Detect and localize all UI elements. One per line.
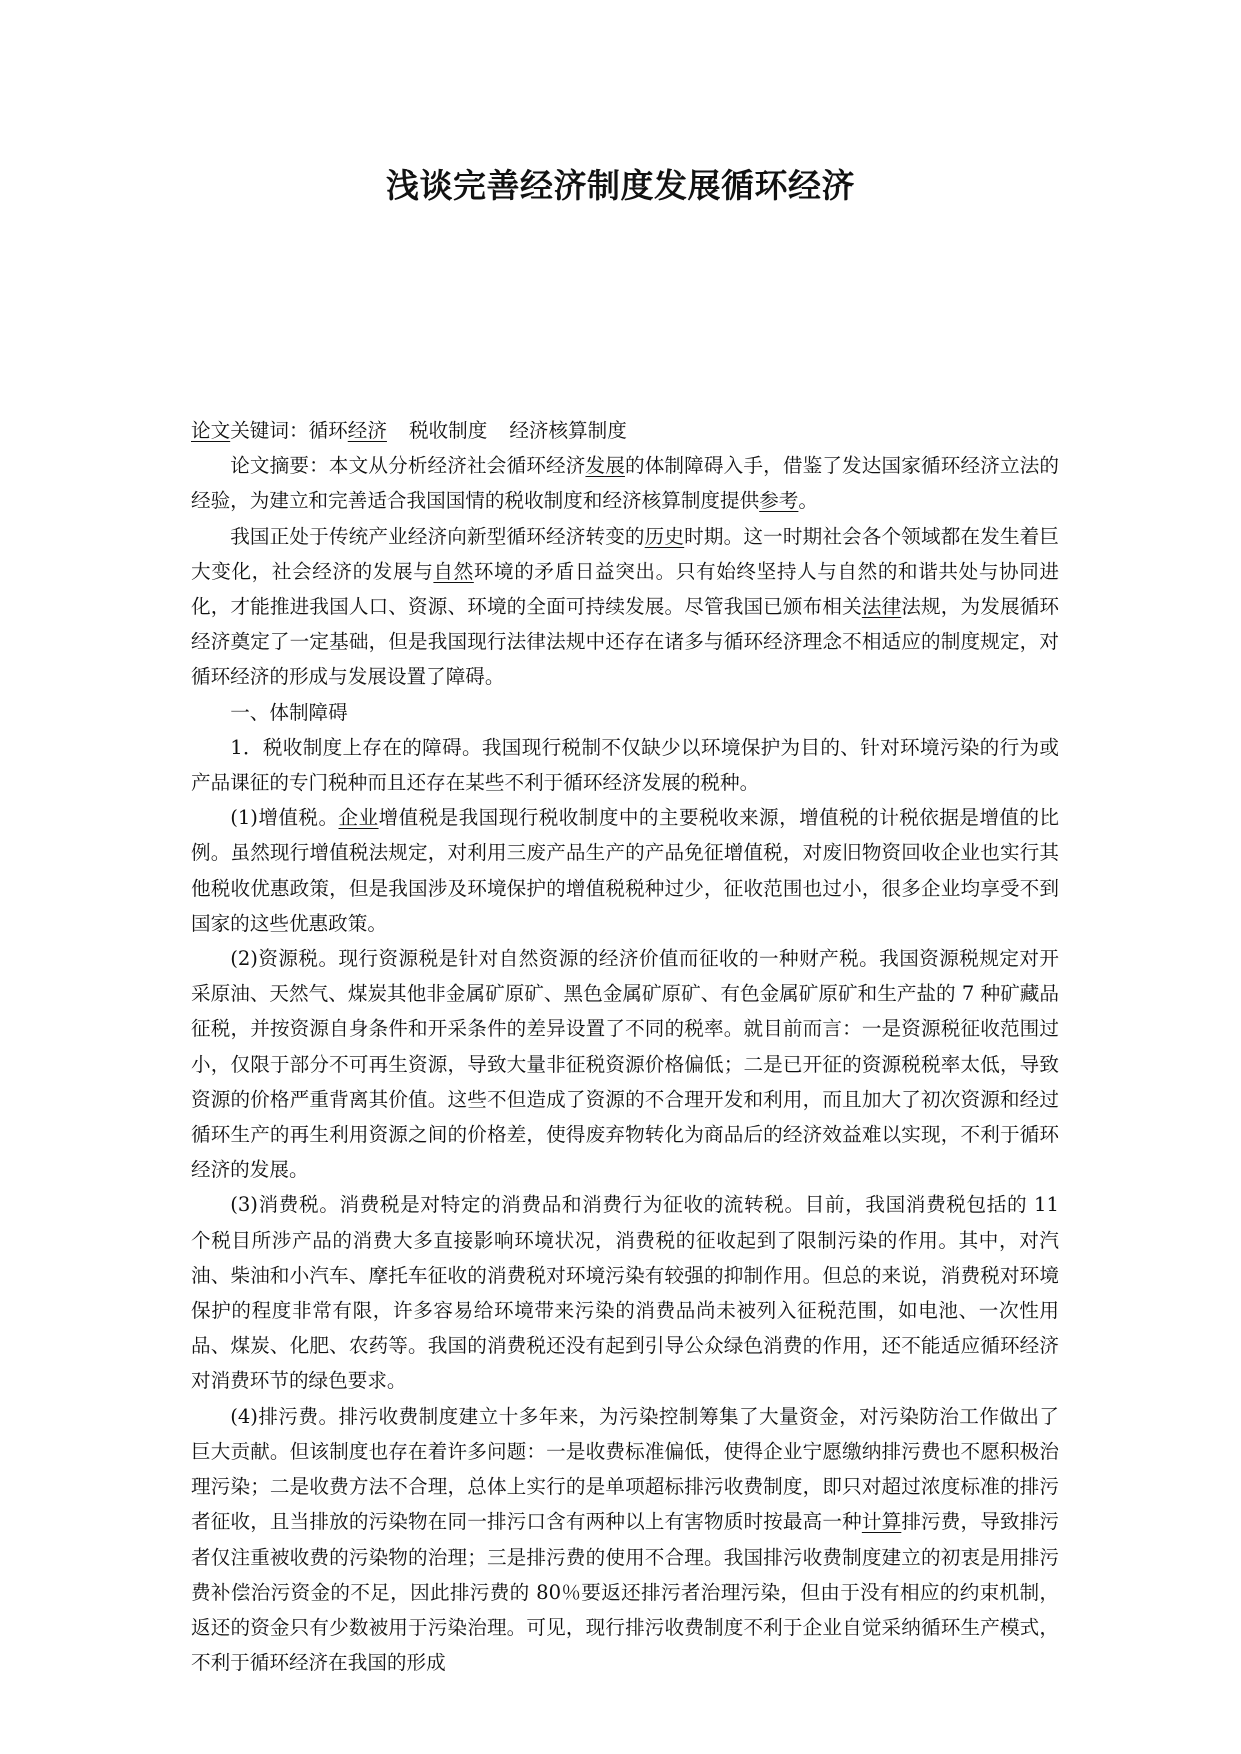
consumption-tax-paragraph: (3)消费税。消费税是对特定的消费品和消费行为征收的流转税。目前，我国消费税包括的 11 个税目所涉产品的消费大多直接影响环境状况，消费税的征收起到了限制污染的作用。其中，对汽油、柴油和小汽车、摩托车征收的消费税对环境污染有较强的抑制作用。但总的来说，消费税对环境保护的程度非常有限，许多容易给环境带来污染的消费品尚未被列入征税范围，如电池、一次性用品、煤炭、化肥、农药等。我国的消费税还没有起到引导公众绿色消费的作用，还不能适应循环经济对消费环节的绿色要求。 <box>191 1193 1059 1393</box>
intro-text-2: 时期。这一时期社会各个领域都在发生着巨大变化，社会经济的发展与 <box>191 524 1060 583</box>
sewage-fee-paragraph <box>191 1399 1059 1681</box>
vat-link-enterprise[interactable]: 企业 <box>338 806 379 830</box>
abstract-text-3: 。 <box>798 489 818 513</box>
keywords-line <box>191 413 1059 448</box>
sewage-link-calculation[interactable]: 计算 <box>861 1510 902 1534</box>
item-1-paragraph: 1．税收制度上存在的障碍。我国现行税制不仅缺少以环境保护为目的、针对环境污染的行为或产品课征的专门税种而且还存在某些不利于循环经济发展的税种。 <box>191 735 1059 795</box>
vat-paragraph <box>191 800 1059 941</box>
section-heading: 一、体制障碍 <box>230 700 348 724</box>
keyword-2: 税收制度 <box>408 419 488 442</box>
intro-text-3: 环境的矛盾日益突出。只有始终坚持人与自然的和谐共处与协同进化，才能推进我国人口、资源、环境的全面可持续发展。尽管我国已颁布相关 <box>191 559 1060 619</box>
abstract-link-development[interactable]: 发展 <box>585 454 625 478</box>
keywords-label-link[interactable]: 论文 <box>191 419 231 442</box>
intro-paragraph <box>191 519 1059 695</box>
keywords-label: 关键词： <box>230 419 309 442</box>
abstract-text-2: 的体制障碍入手，借鉴了发达国家循环经济立法的经验，为建立和完善适合我国国情的税收制度和经济核算制度提供 <box>191 454 1060 513</box>
resource-tax-paragraph: (2)资源税。现行资源税是针对自然资源的经济价值而征收的一种财产税。我国资源税规定对开采原油、天然气、煤炭其他非金属矿原矿、黑色金属矿原矿、有色金属矿原矿和生产盐的 7 种矿藏品征税，并按资源自身条件和开采条件的差异设置了不同的税率。就目前而言：一是资源税征收范围过小，仅限于部分不可再生资源，导致大量非征税资源价格偏低；二是已开征的资源税税率太低，导致资源的价格严重背离其价值。这些不但造成了资源的不合理开发和利用，而且加大了初次资源和经过循环生产的再生利用资源之间的价格差，使得废弃物转化为商品后的经济效益难以实现，不利于循环经济的发展。 <box>191 947 1059 1182</box>
document-title: 浅谈完善经济制度发展循环经济 <box>386 166 855 205</box>
vat-text-2: 增值税是我国现行税收制度中的主要税收来源，增值税的计税依据是增值的比例。虽然现行增值税法规定，对利用三废产品生产的产品免征增值税，对废旧物资回收企业也实行其他税收优惠政策，但是我国涉及环境保护的增值税税种过少，征收范围也过小，很多企业均享受不到国家的这些优惠政策。 <box>191 806 1060 935</box>
document-body <box>191 413 1059 1680</box>
sewage-text-2: 排污费，导致排污者仅注重被收费的污染物的治理；三是排污费的使用不合理。我国排污收费制度建立的初衷是用排污费补偿治污资金的不足，因此排污费的 80％要返还排污者治理污染，但由于没有相应的约束机制，返还的资金只有少数被用于污染治理。可见，现行排污收费制度不利于企业自觉采纳循环生产模式，不利于循环经济在我国的形成 <box>191 1510 1060 1675</box>
intro-link-history[interactable]: 历史 <box>644 524 685 548</box>
intro-link-law[interactable]: 法律 <box>861 595 902 619</box>
vat-text-1: (1)增值税。 <box>230 806 339 830</box>
intro-text-1: 我国正处于传统产业经济向新型循环经济转变的 <box>230 524 645 548</box>
keyword-1-link[interactable]: 经济 <box>347 419 387 442</box>
intro-link-nature[interactable]: 自然 <box>433 559 474 583</box>
keyword-1-prefix: 循环 <box>308 419 348 442</box>
sewage-text-1: (4)排污费。排污收费制度建立十多年来，为污染控制筹集了大量资金，对污染防治工作做出了巨大贡献。但该制度也存在着许多问题：一是收费标准偏低，使得企业宁愿缴纳排污费也不愿积极治理污染；二是收费方法不合理，总体上实行的是单项超标排污收费制度，即只对超过浓度标准的排污者征收，且当排放的污染物在同一排污口含有两种以上有害物质时按最高一种 <box>191 1404 1059 1534</box>
abstract-paragraph <box>191 448 1059 518</box>
keyword-3: 经济核算制度 <box>509 419 627 442</box>
intro-text-4: 法规，为发展循环经济奠定了一定基础，但是我国现行法律法规中还存在诸多与循环经济理念不相适应的制度规定，对循环经济的形成与发展设置了障碍。 <box>191 595 1060 689</box>
abstract-text-1: 论文摘要：本文从分析经济社会循环经济 <box>230 454 586 478</box>
abstract-link-reference[interactable]: 参考 <box>759 489 799 513</box>
